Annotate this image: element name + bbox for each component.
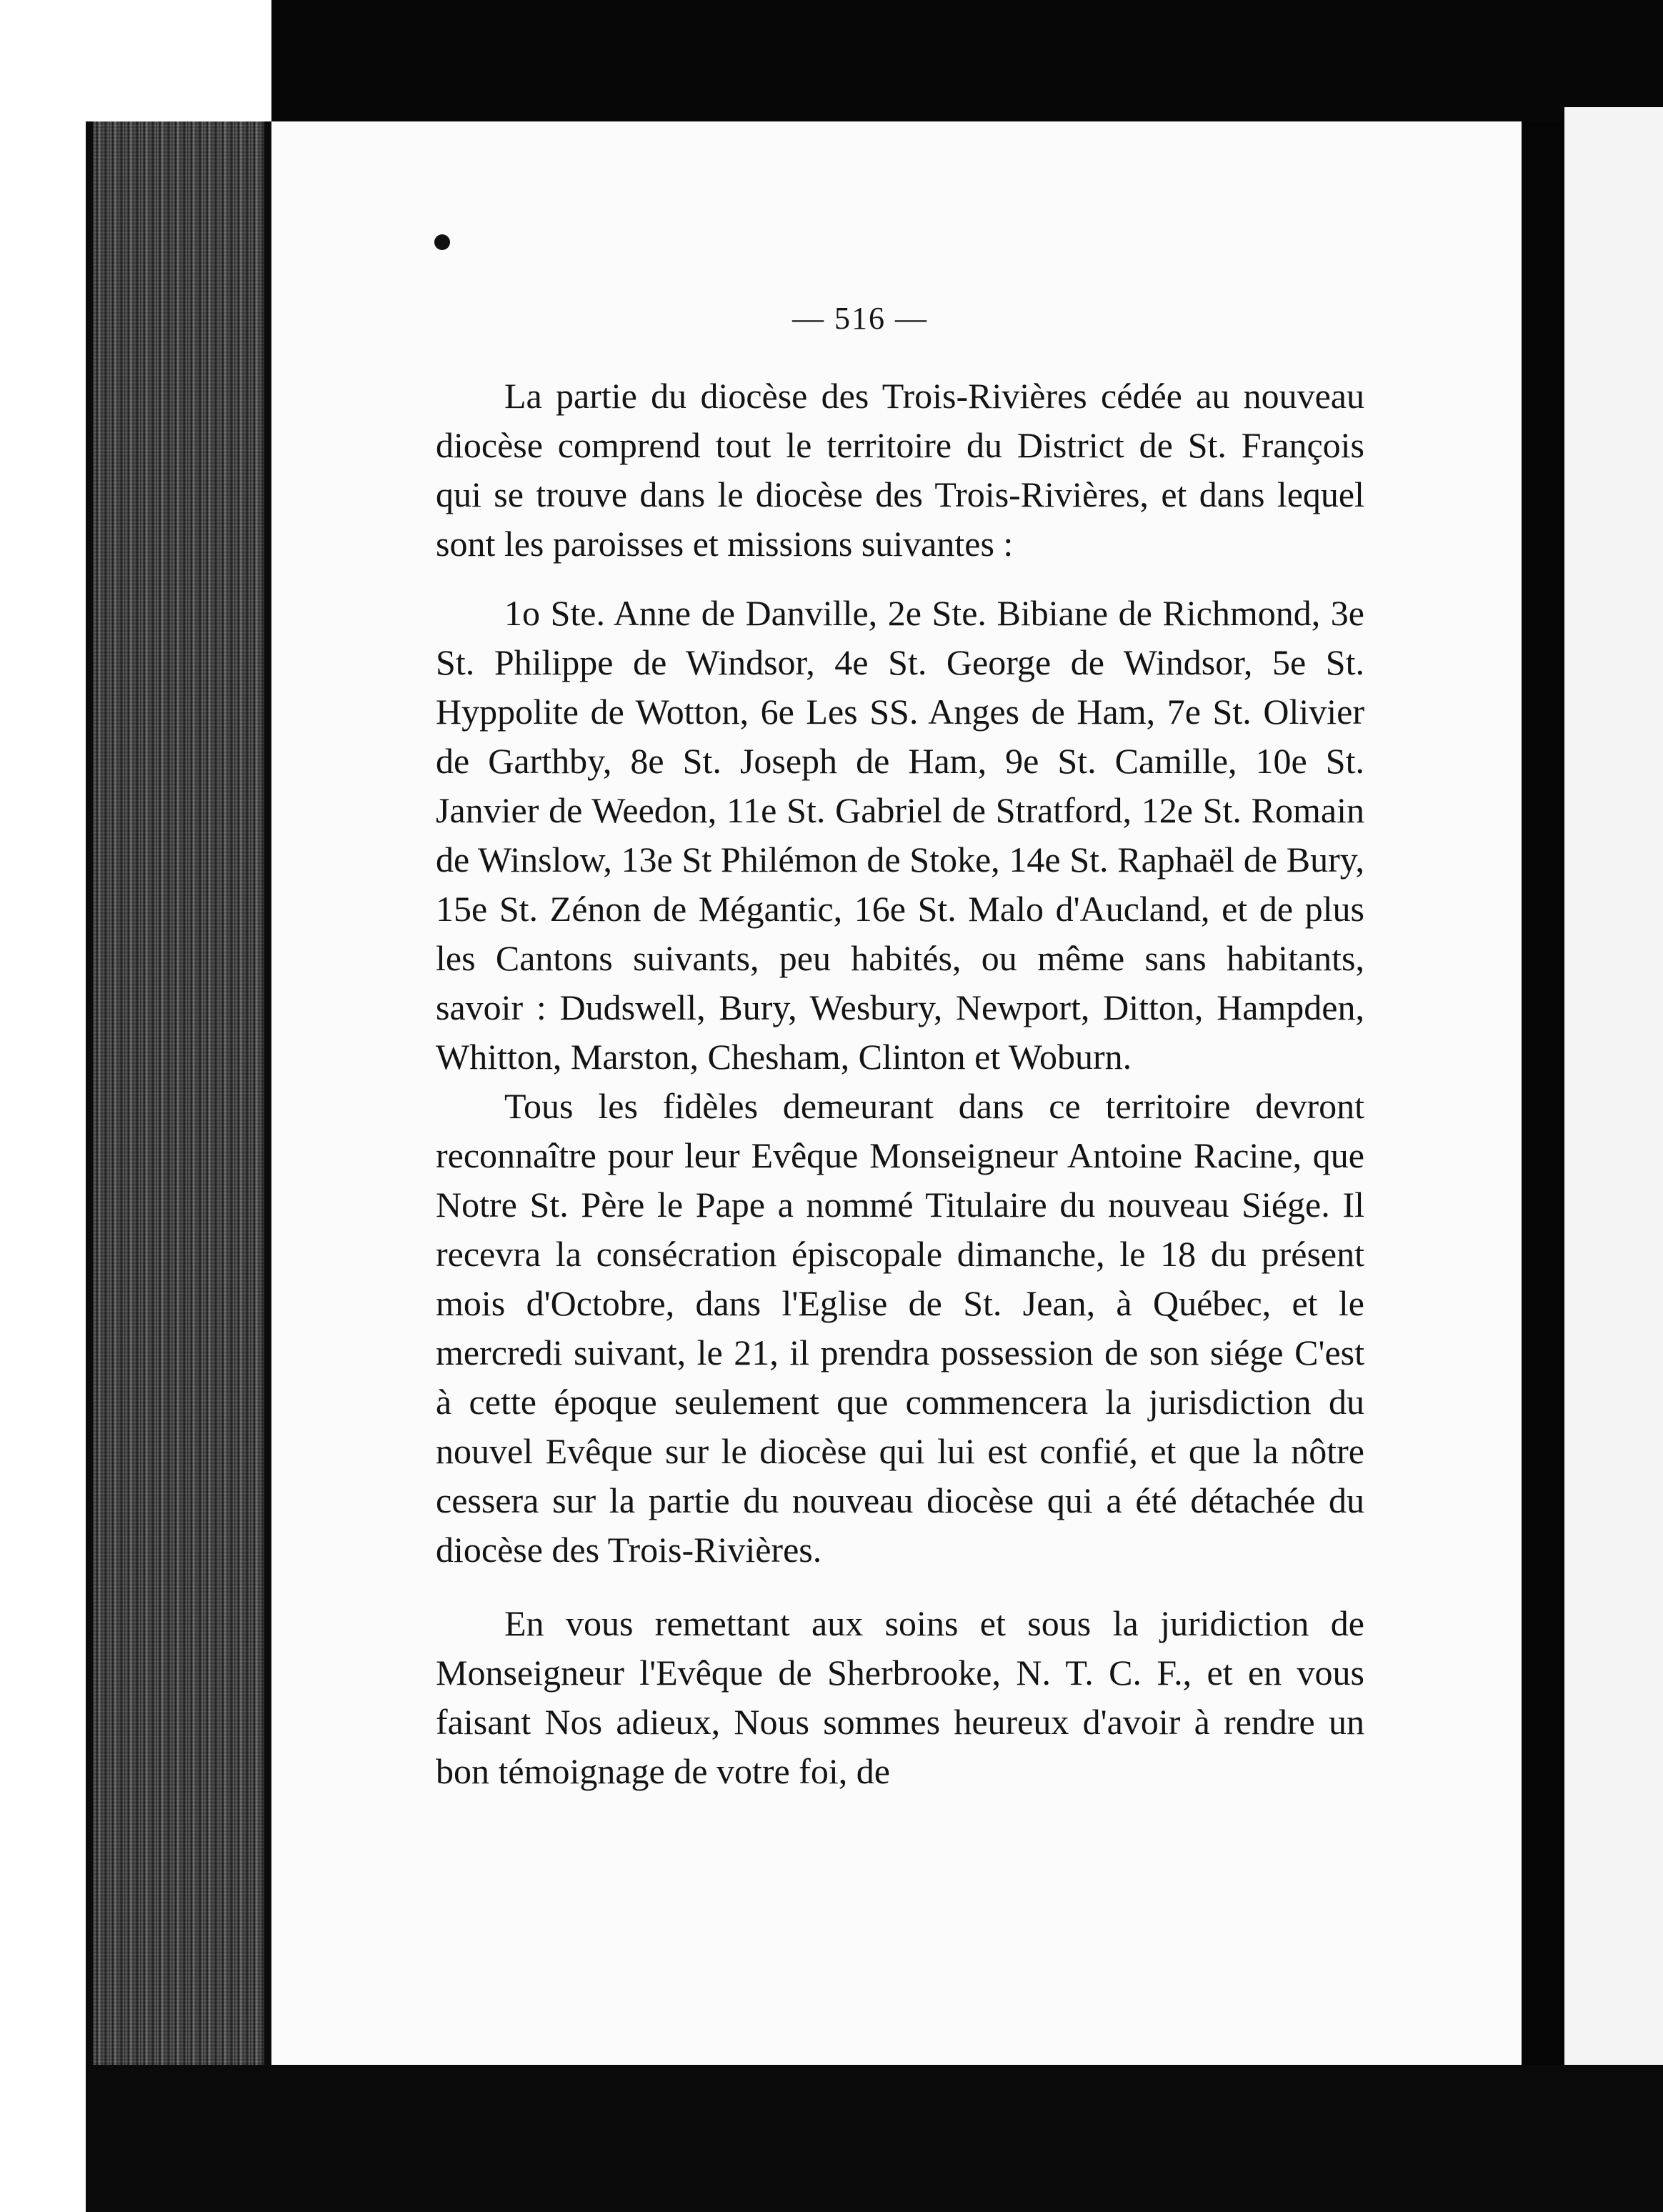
film-border-bottom [86,2065,1663,2212]
book-page-edges [93,121,264,2065]
page-number: — 516 — [792,301,928,336]
facing-page-edge [1564,107,1663,2079]
ink-dot-mark [434,234,450,250]
paragraph-parish-list: 1o Ste. Anne de Danville, 2e Ste. Bibiane de Richmond, 3e St. Philippe de Windsor, 4e St. George de Windsor, 5e St. Hyppolite de Wotton, 6e Les SS. Anges de Ham, 7e St. Olivier de Garthby, 8e St. Joseph de Ham, 9e St. Camille, 10e St. Janvier de Weedon, 11e St. Gabriel de Stratford, 12e St. Romain de Winslow, 13e St Philémon de Stoke, 14e St. Raphaël de Bury, 15e St. Zénon de Mégantic, 16e St. Malo d'Aucland, et de plus les Cantons suivants, peu habités, ou même sans habitants, savoir : Dudswell, Bury, Wesbury, Newport, Ditton, Hampden, Whitton, Marston, Chesham, Clinton et Woburn. [436,593,1364,1077]
paragraph-territory: La partie du diocèse des Trois-Rivières cédée au nouveau diocèse comprend tout le territoire du District de St. François qui se trouve dans le diocèse des Trois-Rivières, et dans lequel sont les paroisses et missions suivantes : [436,376,1364,564]
book-gutter [1522,121,1564,2065]
page-body-text [436,372,1364,1796]
paragraph-new-bishop: Tous les fidèles demeurant dans ce territoire devront reconnaître pour leur Evêque Monseigneur Antoine Racine, que Notre St. Père le Pape a nommé Titulaire du nouveau Siége. Il recevra la consécration épiscopale dimanche, le 18 du présent mois d'Octobre, dans l'Eglise de St. Jean, à Québec, et le mercredi suivant, le 21, il prendra possession de son siége C'est à cette époque seulement que commencera la jurisdiction du nouvel Evêque sur le diocèse qui lui est confié, et que la nôtre cessera sur la partie du nouveau diocèse qui a été détachée du diocèse des Trois-Rivières. [436,1086,1364,1570]
film-border-top [271,0,1663,121]
paragraph-farewell: En vous remettant aux soins et sous la juridiction de Monseigneur l'Evêque de Sherbrooke, N. T. C. F., et en vous faisant Nos adieux, Nous sommes heureux d'avoir à rendre un bon témoignage de votre foi, de [436,1603,1364,1791]
